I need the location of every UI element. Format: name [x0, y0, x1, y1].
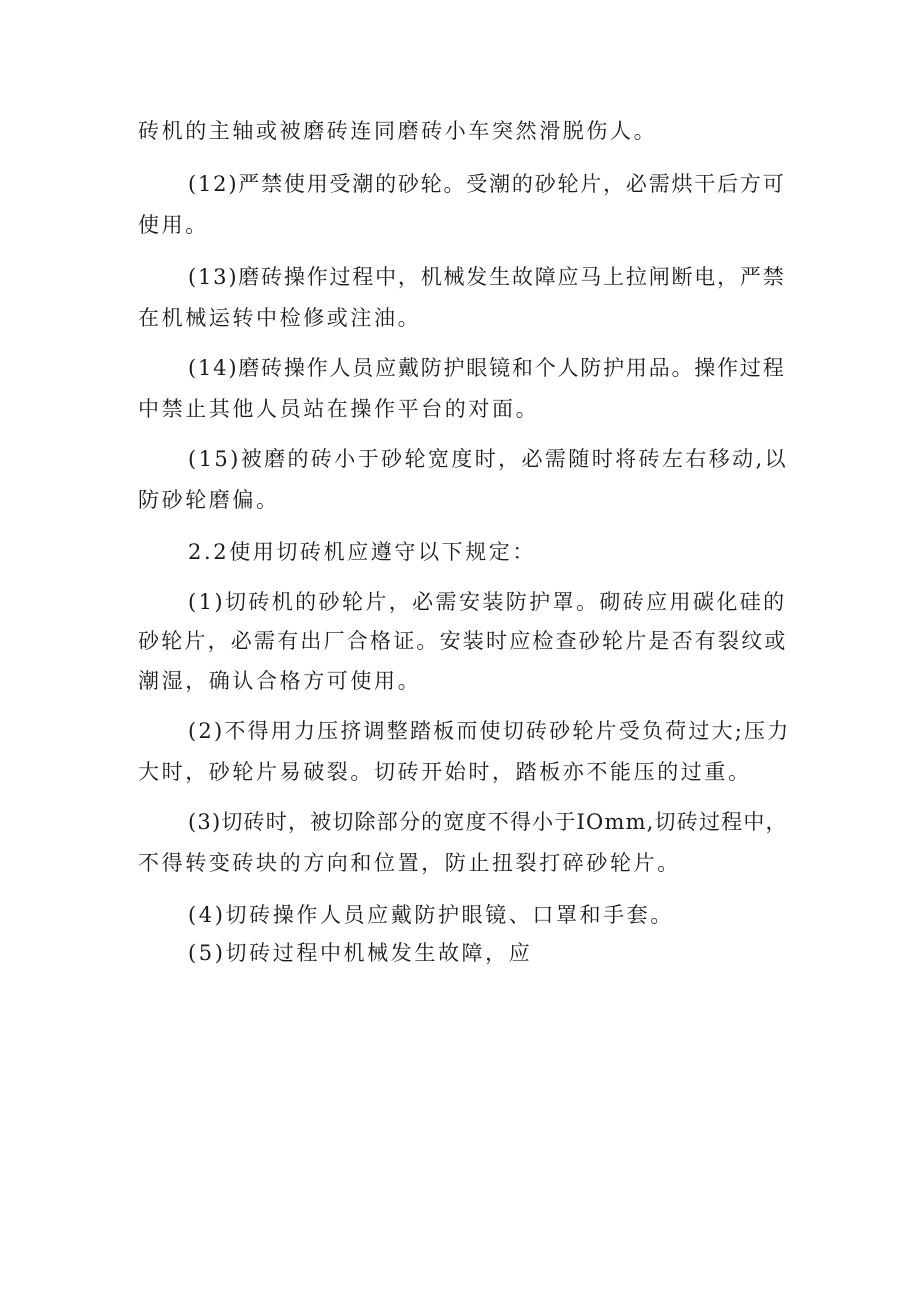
- text-line: 大时，砂轮片易破裂。切砖开始时，踏板亦不能压的过重。: [138, 760, 752, 784]
- text-line: (13)磨砖操作过程中，机械发生故障应马上拉闸断电，严禁: [188, 265, 786, 289]
- text-line: 不得转变砖块的方向和位置，防止扭裂打碎砂轮片。: [138, 851, 681, 875]
- text-line: (5)切砖过程中机械发生故障，应: [188, 941, 533, 965]
- text-line: (3)切砖时，被切除部分的宽度不得小于IOmm,切砖过程中，: [188, 810, 788, 834]
- text-line: (2)不得用力压挤调整踏板而使切砖砂轮片受负荷过大;压力: [188, 719, 791, 743]
- text-line: 砖机的主轴或被磨砖连同磨砖小车突然滑脱伤人。: [138, 119, 658, 143]
- text-line: 防砂轮磨偏。: [138, 488, 280, 512]
- text-line: 在机械运转中检修或注油。: [138, 306, 422, 330]
- text-line: (1)切砖机的砂轮片，必需安装防护罩。砌砖应用碳化硅的: [188, 590, 787, 614]
- text-line: 使用。: [138, 213, 209, 237]
- text-line: (14)磨砖操作人员应戴防护眼镜和个人防护用品。操作过程: [188, 356, 786, 380]
- text-line: 砂轮片，必需有出厂合格证。安装时应检查砂轮片是否有裂纹或: [138, 629, 788, 653]
- text-line: 中禁止其他人员站在操作平台的对面。: [138, 397, 540, 421]
- text-line: (15)被磨的砖小于砂轮宽度时，必需随时将砖左右移动,以: [188, 447, 788, 471]
- text-line: 潮湿，确认合格方可使用。: [138, 669, 422, 693]
- section-heading: 2.2使用切砖机应遵守以下规定：: [188, 540, 536, 564]
- text-line: (4)切砖操作人员应戴防护眼镜、口罩和手套。: [188, 903, 674, 927]
- text-line: (12)严禁使用受潮的砂轮。受潮的砂轮片，必需烘干后方可: [188, 172, 786, 196]
